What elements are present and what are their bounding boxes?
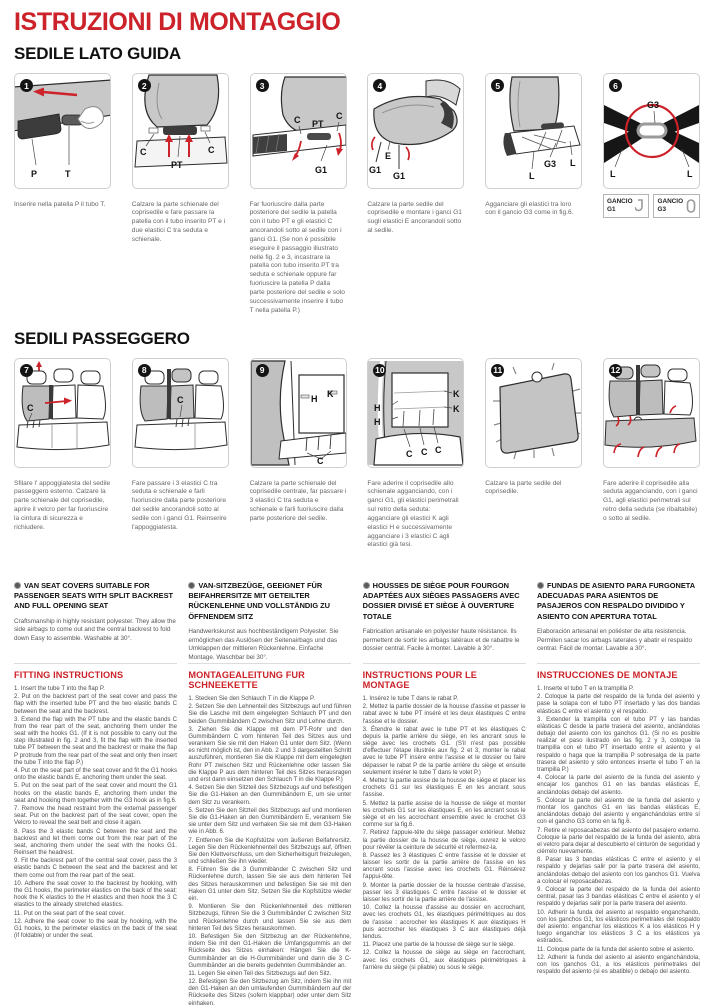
svg-text:C: C [316, 455, 324, 466]
column-subhead-en: FITTING INSTRUCTIONS [14, 669, 124, 680]
svg-text:C: C [207, 145, 215, 155]
svg-text:C: C [335, 111, 343, 121]
instruction-step: 1. Stecken Sie den Schlauch T in die Klappe P. [188, 694, 316, 702]
column-subhead-fr: INSTRUCTIONS POUR LE MONTAGE [362, 669, 477, 690]
panel-caption: Calzare la parte sedile del coprisedile. [485, 479, 562, 496]
instruction-step: 10. Collez la housse d'assise au dossier en accrochant, avec les crochets G1, les élastiques périmétriques au dos de l'assise : accrocher les élastiques K aux élastiques H puis accrocher les élastiques 3 C aux élastiques déjà tendus. [362, 904, 526, 940]
language-flag-icon-de [188, 582, 195, 589]
instruction-step: 12. Adhere the seat cover to the seat by hooking, with the G1 hooks, to the perimeter elastics on the back of the seat (if foldable) or under the seat. [14, 917, 177, 940]
instruction-step: 10. Adherir la funda del asiento al respaldo enganchando, con los ganchos G1, los elásticos perimetrales del respaldo del asiento: enganchar los elásticos K a los elásticos H y luego enganchar los elásticos 3 C a los elásticos ya estirados. [536, 908, 700, 945]
instruction-step: 4. Setzen Sie den Sitzteil des Sitzbezugs auf und befestigen Sie die G1-Haken an den Gummibändern E, um sie unter dem Sitz zu verankern. [188, 784, 352, 806]
figure-panel-9 [250, 358, 347, 468]
svg-text:C: C [27, 402, 34, 413]
step-number-badge: 12 [610, 365, 621, 376]
column-intro-es: Elaboración artesanal en poliéster de alta resistencia. Permiten sacar los airbags laterales y abatir el respaldo central. Fácil de montar. Lavable a 30°. [536, 627, 693, 653]
divider [14, 663, 177, 664]
instruction-step: 7. Entfernen Sie die Kopfstütze vom äußeren Beifahrersitz. Legen Sie den Rückenlehnenteil des Sitzbezugs auf, öffnen Sie den Klettverschluss, um den Sicherheitsgurt freizulegen, und schließen Sie ihn wieder. [188, 836, 352, 866]
section-title-driver-seat: SEDILE LATO GUIDA [14, 44, 181, 63]
divider [363, 663, 526, 664]
figure-panel-7 [14, 358, 111, 468]
column-spanish [537, 581, 700, 1008]
instruction-step: 8. Passez les 3 élastiques C entre l'assise et le dossier et laisser les sortir de la partie arrière de l'assise en les ancrant sous l'assise avec les crochets G1. Réinsérez l'appui-tête. [362, 851, 526, 881]
instruction-step: 4. Mettez la partie assise de la housse de siège et placer les crochets G1 sur les élastiques E en les ancrant sous l'assise. [362, 777, 526, 799]
step-number-badge: 3 [256, 79, 269, 92]
instruction-step: 3. Étendre le rabat avec le tube PT et les élastiques C depuis la partie arrière du siège, en les ancrant sous le siège avec les crochets G1. (S'il n'est pas possible d'effectuer l'étape illustrée aux fig. 2 et 3, monter le rabat avec le tube PT insère entre l'assise et le dossier ou faire dépasser le rabat P de la partie arrière du siège et ensuite seulement insérer le tube T dans le volet P.) [362, 725, 526, 776]
svg-text:C: C [176, 394, 184, 405]
svg-text:K: K [326, 388, 334, 399]
instruction-step: 8. Pasar las 3 bandas elásticas C entre el asiento y el respaldo y dejarlas salir por la parte trasera del asiento, anclándolas debajo del asiento con los ganchos G1. Vuelva a colocar el reposacabezas. [536, 856, 700, 885]
instruction-step: 7. Remove the head restraint from the external passenger seat. Put on the backrest part of the seat cover, open the Velcro to reveal the seat belt and close it again. [14, 804, 177, 827]
figure-panel-5 [485, 73, 582, 189]
instruction-step: 2. Put on the backrest part of the seat cover and pass the flap with the inserted tube PT and the two elastic bands C between the seat and the backrest. [14, 693, 177, 715]
instruction-step: 1. Inserte el tubo T en la trampilla P. [536, 684, 634, 692]
hook-legend-g1: GANCIO G1 [603, 194, 650, 218]
step-number-badge: 1 [20, 79, 33, 92]
column-intro-de: Handwerkskunst aus hochbeständigem Polyester. Sie ermöglichen das Auslösen der Seitenairbags und das Umklappen der mittleren Rückenlehne. Einfache Montage. Waschbar bei 30°. [188, 627, 339, 662]
instruction-step: 10. Befestigen Sie den Sitzbezug an der Rückenlehne, indem Sie mit den G1-Haken die Umfangsgummis an der Rückseite des Sitzes einhaken: Hängen Sie die K-Gummibänder an die H-Gummibänder und dann die 3 C-Gummibänder an die bereits gedehnten Gummibänder an. [188, 932, 352, 969]
panel-caption: Far fuoriuscire dalla parte posteriore del sedile la patella con il tubo PT e gli elastici C ancorandoli sotto al sedile con i ganci G1. (Se non è possibile eseguire il passaggio illustrato nelle fig. 2 e 3, incastrare la patella con tubo inserito PT tra seduta e schienale oppure far fuoriuscire la patella P dalla parte posteriore del sedile e solo successivamente inserire il tubo T nella patella P.) [249, 200, 345, 314]
svg-text:L: L [570, 158, 576, 168]
instruction-step: 12. Adherir la funda del asiento al asiento enganchándola, con los ganchos G1, a los elásticos perimetrales del respaldo del asiento (si es abatible) o debajo del asiento. [536, 953, 700, 976]
step-number-badge: 8 [138, 364, 151, 377]
instruction-steps-de [188, 695, 351, 1007]
panel-caption: Calzare la parte sedile del coprisedile e montare i ganci G1 sugli elastici E ancorandoli sotto al sedile. [367, 200, 462, 235]
panel-caption: Inserire nella patella P il tubo T. [14, 200, 106, 208]
instruction-step: 11. Coloque parte de la funda del asiento sobre el asiento. [536, 945, 695, 953]
instruction-steps-fr [363, 695, 526, 971]
panel-caption: Fare passare i 3 elastici C tra seduta e schienale e farli fuoriuscire dalla parte posteriore del sedile ancorandoli sotto al sedile con i ganci G1. Reinserire l'appoggiatesta. [131, 479, 227, 531]
instruction-step: 5. Setzen Sie den Sitzteil des Sitzbezugs auf und montieren Sie die G1-Haken an den Gummibändern E, verankern Sie sie unter dem Sitz und verhaken Sie sie mit dem G3-Haken wie in Abb. 6. [188, 806, 352, 836]
svg-text:P: P [31, 169, 38, 179]
panel-caption: Fare aderire il coprisedile allo schienale agganciando, con i ganci G1, gli elastici perimetrali sul retro della seduta: agganciare gli elastici K agli elastici H e successivamente agganciare i 3 elastici C agli elastici già tesi. [367, 479, 459, 549]
svg-text:H: H [374, 416, 381, 427]
instruction-step: 2. Coloque la parte del respaldo de la funda del asiento y pase la solapa con el tubo PT insertado y las dos bandas elásticas C entre el asiento y el respaldo. [536, 693, 700, 715]
hook-g3-icon [686, 199, 696, 213]
step-number-badge: 10 [375, 365, 385, 376]
driver-seat-figures [14, 73, 700, 189]
panel-caption: Calzare la parte schienale del coprisedile centrale, far passare i 3 elastici C tra seduta e schienale e farli fuoriuscire dalla parte posteriore del sedile. [249, 479, 347, 522]
column-header-de: VAN-SITZBEZÜGE, GEEIGNET FÜR BEIFAHRERSITZE MIT GETEILTER RÜCKENLEHNE UND VOLLSTÄNDIG ZU ÖFFNENDEM SITZ [188, 580, 330, 621]
step-number-badge: 7 [20, 364, 33, 377]
instruction-steps-en [14, 685, 177, 939]
panel-caption: Fare aderire il coprisedile alla seduta agganciando, con i ganci G1, agli elastici perimetrali sul retro della seduta (se ribaltabile) o sotto al sedile. [602, 479, 698, 522]
step-number-badge: 5 [491, 79, 504, 92]
step-number-badge: 4 [373, 79, 386, 92]
instruction-step: 11. Legen Sie einen Teil des Sitzbezugs auf den Sitz. [188, 969, 332, 977]
language-flag-icon-en [14, 582, 21, 589]
column-german [188, 581, 351, 1008]
instruction-step: 1. Insert the tube T into the flap P. [14, 684, 105, 692]
figure-panel-2 [132, 73, 229, 189]
svg-text:C: C [293, 115, 301, 125]
instruction-step: 9. Monter la partie dossier de la housse centrale d'assise, passer les 3 élastiques C entre l'assise et le dossier et laisser les sortir de la partie arrière de l'assise. [362, 881, 526, 904]
instruction-step: 7. Retire el reposacabezas del asiento del pasajero externo. Coloque la parte del respaldo de la funda del asiento, abra el velcro para dejar al descubierto el cinturón de seguridad y ciérrelo nuevamente. [536, 826, 700, 856]
svg-text:G3: G3 [544, 159, 557, 169]
svg-text:K: K [453, 388, 460, 399]
instruction-step: 12. Collez la housse de siège au siège en l'accrochant, avec les crochets G1, aux élastiques périmétriques à l'arrière du siège (si pliable) ou sous le siège. [362, 949, 526, 971]
hook-legend-g3: GANCIO G3 [653, 194, 700, 218]
step-number-badge: 6 [609, 79, 622, 92]
divider [188, 663, 351, 664]
instruction-step: 10. Adhere the seat cover to the backrest by hooking, with the G1 hooks, the perimeter elastics on the back of the seat: hook the K elastics to the H elastics and then hook the 3 C elastics to the already stretched elastics. [14, 879, 177, 909]
column-english [14, 581, 177, 1008]
figure-panel-6 [603, 73, 700, 189]
svg-text:L: L [686, 169, 693, 179]
figure-panel-8 [132, 358, 229, 468]
svg-text:G3: G3 [646, 100, 659, 110]
step-number-badge: 11 [493, 365, 503, 376]
svg-text:E: E [385, 151, 392, 161]
instruction-step: 3. Extend the flap with the PT tube and the elastic bands C from the rear part of the seat, anchoring them under the seat with the hooks G1. (If it is not possible to carry out the step illustrated in fig. 2 and 3, fit the flap with the inserted tube PT between the seat and the backrest or make the flap P protrude from the rear part of the seat and only then insert the tube T into the flap P.) [14, 715, 177, 766]
instruction-step: 9. Montieren Sie den Rückenlehnenteil des mittleren Sitzbezugs, führen Sie die 3 Gummibänder C zwischen Sitz und Rückenlehne durch und lassen Sie sie aus dem hinteren Teil des Sitzes herauskommen. [188, 903, 352, 932]
figure-panel-1 [14, 73, 111, 189]
step-number-badge: 2 [138, 79, 151, 92]
column-header-en: VAN SEAT COVERS SUITABLE FOR PASSENGER SEATS WITH SPLIT BACKREST AND FULL OPENING SEAT [14, 580, 174, 611]
panel-caption: Agganciare gli elastici tra loro con il gancio G3 come in fig.6. [485, 200, 574, 217]
instruction-step: 5. Put on the seat part of the seat cover and mount the G1 hooks on the elastic bands E, anchoring them under the seat and hooking them together with the G3 hook as in fig.6. [14, 782, 177, 804]
panel-caption: Calzare la parte schienale del coprisedile e fare passare la patella con il tubo inserito PT e i due elastici C tra seduta e schienale. [131, 200, 226, 243]
instruction-step: 4. Colocar la parte del asiento de la funda del asiento y encajar los ganchos G1 en las bandas elásticas E, anclándolas debajo del asiento. [536, 774, 700, 796]
divider [537, 663, 700, 664]
svg-text:C: C [406, 448, 413, 459]
figure-panel-4 [367, 73, 464, 189]
step-number-badge: 9 [256, 364, 269, 377]
svg-text:PT: PT [311, 119, 324, 129]
svg-text:H: H [310, 393, 318, 404]
column-subhead-de: MONTAGEALEITUNG FUR SCHNEEKETTE [188, 669, 305, 690]
instruction-step: 2. Setzen Sie den Lehnenteil des Sitzbezugs auf und führen Sie die Lasche mit dem eingelegten Schlauch PT und den beiden Gummibändern C zwischen Sitz und Lehne durch. [188, 703, 352, 725]
svg-text:G1: G1 [393, 171, 406, 181]
instruction-step: 9. Colocar la parte del respaldo de la funda del asiento central, pasar las 3 bandas elásticas C entre el asiento y el respaldo y dejarlas salir por la parte trasera del asiento. [536, 886, 700, 908]
svg-text:C: C [421, 446, 428, 457]
driver-seat-captions [14, 194, 700, 322]
instruction-step: 3. Extender la trampilla con el tubo PT y las bandas elásticas C desde la parte trasera del asiento, anclándolas debajo del asiento con los ganchos G1. (Si no es posible realizar el paso ilustrado en las fig. 2 y 3, coloque la trampilla con el tubo PT insertado entre el asiento y el respaldo o haga que la trampilla P sobresalga de la parte trasera del asiento y sólo entonces inserte el tubo T en la trampilla P.) [536, 715, 700, 774]
language-columns [14, 581, 700, 1008]
hook-legend [603, 194, 700, 322]
instruction-step: 5. Mettez la partie assise de la housse de siège et monter les crochets G1 sur les élastiques E, en les ancrant sous le siège et en les accrochant ensemble avec le crochet G3 comme sur la fig.6. [362, 799, 526, 829]
page-title: ISTRUZIONI DI MONTAGGIO [14, 8, 341, 36]
svg-text:G1: G1 [369, 165, 382, 175]
instruction-step: 11. Put on the seat part of the seat cover. [14, 909, 125, 917]
instruction-step: 11. Placez une partie de la housse de siège sur le siège. [362, 941, 515, 949]
figure-panel-3 [250, 73, 347, 189]
svg-text:L: L [609, 169, 616, 179]
instruction-step: 2. Mettez la partie dossier de la housse d'assise et passer le rabat avec le tube PT inséré et les deux élastiques C entre l'assise et le dossier. [362, 703, 526, 725]
passenger-seat-figures [14, 358, 700, 468]
column-header-es: FUNDAS DE ASIENTO PARA FURGONETA ADECUADAS PARA ASIENTOS DE PASAJEROS CON RESPALDO DIVIDIDO Y ASIENTO CON APERTURA TOTAL [536, 580, 695, 621]
language-flag-icon-fr [363, 582, 370, 589]
column-intro-fr: Fabrication artisanale en polyester haute résistance. Ils permettent de sortir les airbags latéraux et de rabattre le dossier central. Facile à monter. Lavable à 30°. [362, 627, 520, 653]
instruction-step: 3. Ziehen Sie die Klappe mit dem PT-Rohr und den Gummibändern C vom hinteren Teil des Sitzes aus und verankern Sie sie mit den Haken G1 unter dem Sitz. (Wenn es nicht möglich ist, den in Abb. 2 und 3 dargestellten Schritt auszuführen, montieren Sie die Klappe mit dem eingelegten Rohr PT zwischen Sitz und Rückenlehne oder lassen Sie die Klappe P aus dem hinteren Teil des Sitzes herausragen und erst dann einsetzen den Schlauch T in die Klappe P.) [188, 725, 352, 784]
figure-panel-10 [367, 358, 464, 468]
svg-text:H: H [374, 402, 381, 413]
instruction-step: 1. Insérez le tube T dans le rabat P. [362, 694, 459, 702]
column-header-fr: HOUSSES DE SIÈGE POUR FOURGON ADAPTÉES AUX SIÈGES PASSAGERS AVEC DOSSIER DIVISÉ ET SIÈGE À OUVERTURE TOTALE [362, 580, 520, 621]
svg-text:K: K [453, 403, 460, 414]
column-subhead-es: INSTRUCCIONES DE MONTAJE [536, 669, 678, 680]
passenger-seat-captions [14, 473, 700, 567]
column-intro-en: Craftsmanship in highly resistant polyester. They allow the side airbags to come out and the central backrest to fold down Easy to assemble. Washable at 30°. [14, 617, 176, 643]
instruction-step: 8. Führen Sie die 3 Gummibänder C zwischen Sitz und Rückenlehne durch, lassen Sie sie aus dem hinteren Teil des Sitzes herauskommen und befestigen Sie sie mit den Haken G1 unter dem Sitz. Setzen Sie die Kopfstütze wieder ein. [188, 866, 352, 903]
svg-text:C: C [139, 147, 147, 157]
section-title-passenger-seats: SEDILI PASSEGGERO [14, 328, 190, 348]
instruction-step: 4. Put on the seat part of the seat cover and fit the G1 hooks onto the elastic bands E, anchoring them under the seat. [14, 767, 177, 782]
svg-text:L: L [529, 171, 535, 181]
svg-text:PT: PT [170, 160, 183, 170]
svg-text:T: T [65, 169, 71, 179]
hook-g1-icon [635, 199, 645, 213]
instruction-step: 7. Retirez l'appuie-tête du siège passager extérieur. Mettez la partie dossier de la housse de siège, ouvrez le velcro pour révéler la ceinture de sécurité et refermez-la. [362, 829, 526, 851]
instruction-step: 5. Colocar la parte del asiento de la funda del asiento y montar los ganchos G1 en las bandas elásticas E, anclándolas debajo del asiento y enganchándolas entre sí con el gancho G3 como en la fig.6. [536, 796, 700, 826]
column-french [363, 581, 526, 1008]
svg-text:C: C [435, 444, 442, 455]
figure-panel-11 [485, 358, 582, 468]
instruction-step: 12. Befestigen Sie den Sitzbezug am Sitz, indem Sie ihn mit den G1-Haken an den umlaufenden Gummibändern auf der Rückseite des Sitzes (sofern klappbar) oder unter dem Sitz einhaken. [188, 978, 352, 1007]
figure-panel-12 [603, 358, 700, 468]
instruction-steps-es [537, 685, 700, 975]
panel-caption: Sfilare l' appoggiatesta del sedile passeggero esterno. Calzare la parte schienale del coprisedile, aprire il velcro per far fuoriuscire la cintura di sicurezza e richiudere. [14, 479, 111, 531]
instruction-step: 9. Fit the backrest part of the central seat cover, pass the 3 elastic bands C between the seat and the backrest and let them come out from the rear part of the seat. [14, 857, 177, 879]
instruction-step: 8. Pass the 3 elastic bands C between the seat and the backrest and let them come out from the rear part of the seat, anchoring them under the seat with the hooks G1. Reinsert the headrest. [14, 827, 177, 857]
language-flag-icon-es [537, 582, 544, 589]
svg-text:G1: G1 [314, 165, 327, 175]
